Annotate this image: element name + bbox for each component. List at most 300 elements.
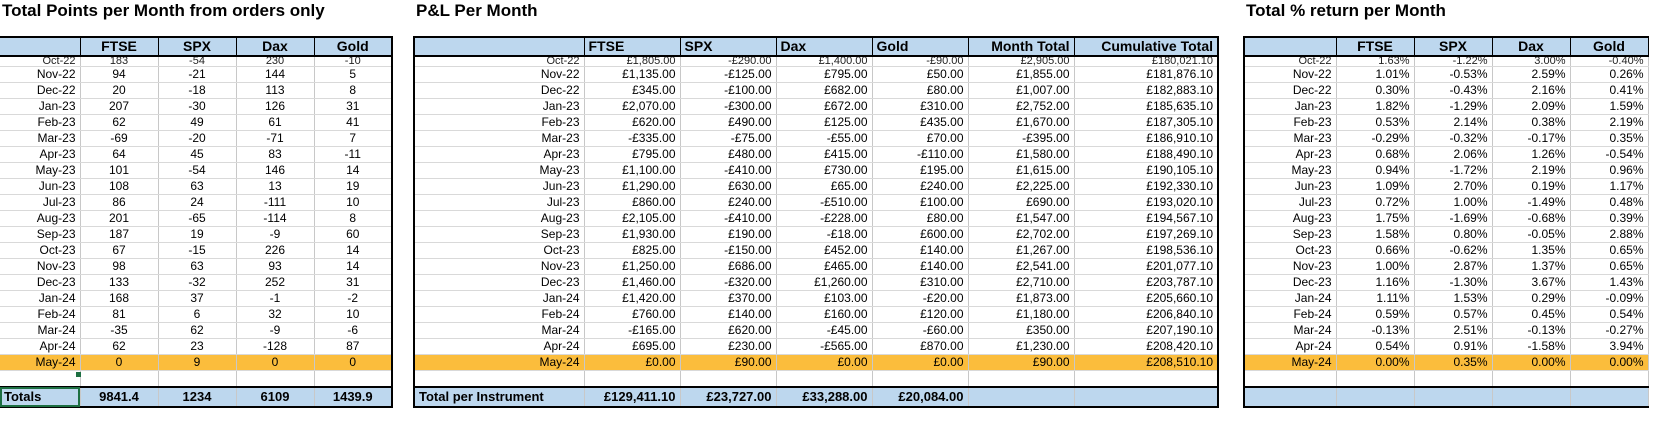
value-cell[interactable]: 0.54% — [1570, 307, 1648, 323]
value-cell[interactable] — [1414, 387, 1492, 407]
value-cell[interactable]: 14 — [314, 259, 392, 275]
value-cell[interactable]: £1,420.00 — [584, 291, 680, 307]
month-cell[interactable]: Jan-24 — [414, 291, 584, 307]
value-cell[interactable]: £1,400.00 — [776, 56, 872, 67]
value-cell[interactable]: £730.00 — [776, 163, 872, 179]
value-cell[interactable]: -0.13% — [1492, 323, 1570, 339]
value-cell[interactable]: -£110.00 — [872, 147, 968, 163]
month-cell[interactable]: Jan-24 — [0, 291, 80, 307]
value-cell[interactable]: -£90.00 — [872, 56, 968, 67]
value-cell[interactable]: 2.19% — [1492, 163, 1570, 179]
value-cell[interactable]: -111 — [236, 195, 314, 211]
value-cell[interactable]: £0.00 — [776, 355, 872, 371]
value-cell[interactable]: 1.35% — [1492, 243, 1570, 259]
header-dax[interactable]: Dax — [236, 37, 314, 56]
value-cell[interactable]: 1.63% — [1336, 56, 1414, 67]
value-cell[interactable]: -20 — [158, 131, 236, 147]
month-cell[interactable]: Nov-23 — [0, 259, 80, 275]
value-cell[interactable]: 0.00% — [1492, 355, 1570, 371]
value-cell[interactable]: £1,855.00 — [968, 67, 1074, 83]
month-cell[interactable]: Jul-23 — [0, 195, 80, 211]
value-cell[interactable]: 0 — [80, 355, 158, 371]
value-cell[interactable]: -0.05% — [1492, 227, 1570, 243]
month-cell[interactable] — [414, 371, 584, 387]
value-cell[interactable] — [1074, 387, 1218, 407]
header-gold[interactable]: Gold — [872, 37, 968, 56]
value-cell[interactable]: 0.80% — [1414, 227, 1492, 243]
month-cell[interactable]: Feb-24 — [1244, 307, 1336, 323]
value-cell[interactable]: 83 — [236, 147, 314, 163]
value-cell[interactable]: 146 — [236, 163, 314, 179]
value-cell[interactable]: £80.00 — [872, 211, 968, 227]
value-cell[interactable]: 1.09% — [1336, 179, 1414, 195]
value-cell[interactable]: 0.53% — [1336, 115, 1414, 131]
value-cell[interactable]: £1,873.00 — [968, 291, 1074, 307]
value-cell[interactable]: 1.43% — [1570, 275, 1648, 291]
value-cell[interactable] — [314, 371, 392, 387]
value-cell[interactable]: £50.00 — [872, 67, 968, 83]
header-spx[interactable]: SPX — [158, 37, 236, 56]
value-cell[interactable]: £870.00 — [872, 339, 968, 355]
value-cell[interactable]: £1,805.00 — [584, 56, 680, 67]
value-cell[interactable]: 1.11% — [1336, 291, 1414, 307]
value-cell[interactable]: £240.00 — [872, 179, 968, 195]
value-cell[interactable]: 0.38% — [1492, 115, 1570, 131]
value-cell[interactable]: 41 — [314, 115, 392, 131]
value-cell[interactable]: £465.00 — [776, 259, 872, 275]
value-cell[interactable]: -£20.00 — [872, 291, 968, 307]
value-cell[interactable]: -0.13% — [1336, 323, 1414, 339]
value-cell[interactable]: 23 — [158, 339, 236, 355]
value-cell[interactable]: 0.41% — [1570, 83, 1648, 99]
value-cell[interactable]: 60 — [314, 227, 392, 243]
value-cell[interactable]: £1,100.00 — [584, 163, 680, 179]
header-month[interactable] — [0, 37, 80, 56]
value-cell[interactable]: -£150.00 — [680, 243, 776, 259]
value-cell[interactable]: 8 — [314, 83, 392, 99]
value-cell[interactable]: £1,290.00 — [584, 179, 680, 195]
header-cumulative-total[interactable]: Cumulative Total — [1074, 37, 1218, 56]
value-cell[interactable]: -0.27% — [1570, 323, 1648, 339]
value-cell[interactable]: 3.67% — [1492, 275, 1570, 291]
month-cell[interactable]: Jul-23 — [1244, 195, 1336, 211]
value-cell[interactable]: £2,105.00 — [584, 211, 680, 227]
month-cell[interactable]: Mar-24 — [414, 323, 584, 339]
value-cell[interactable]: -£290.00 — [680, 56, 776, 67]
month-cell[interactable]: Aug-23 — [1244, 211, 1336, 227]
value-cell[interactable]: 201 — [80, 211, 158, 227]
value-cell[interactable]: 1.82% — [1336, 99, 1414, 115]
month-cell[interactable]: Nov-23 — [1244, 259, 1336, 275]
month-cell[interactable]: Dec-22 — [0, 83, 80, 99]
value-cell[interactable]: £435.00 — [872, 115, 968, 131]
value-cell[interactable]: -114 — [236, 211, 314, 227]
value-cell[interactable]: -£510.00 — [776, 195, 872, 211]
value-cell[interactable]: £350.00 — [968, 323, 1074, 339]
value-cell[interactable]: 126 — [236, 99, 314, 115]
value-cell[interactable]: 32 — [236, 307, 314, 323]
month-cell[interactable]: Mar-23 — [0, 131, 80, 147]
value-cell[interactable]: -1.58% — [1492, 339, 1570, 355]
value-cell[interactable]: 101 — [80, 163, 158, 179]
value-cell[interactable]: 1.58% — [1336, 227, 1414, 243]
month-cell[interactable]: May-23 — [1244, 163, 1336, 179]
value-cell[interactable]: £2,702.00 — [968, 227, 1074, 243]
value-cell[interactable]: £2,541.00 — [968, 259, 1074, 275]
value-cell[interactable]: 62 — [80, 115, 158, 131]
month-cell[interactable]: Aug-23 — [0, 211, 80, 227]
value-cell[interactable]: £203,787.10 — [1074, 275, 1218, 291]
value-cell[interactable]: £208,510.10 — [1074, 355, 1218, 371]
value-cell[interactable] — [158, 371, 236, 387]
value-cell[interactable]: £600.00 — [872, 227, 968, 243]
value-cell[interactable]: £1,260.00 — [776, 275, 872, 291]
value-cell[interactable]: 1.26% — [1492, 147, 1570, 163]
value-cell[interactable]: -£125.00 — [680, 67, 776, 83]
value-cell[interactable]: £140.00 — [872, 259, 968, 275]
value-cell[interactable]: 62 — [80, 339, 158, 355]
value-cell[interactable]: £70.00 — [872, 131, 968, 147]
value-cell[interactable]: 0.65% — [1570, 243, 1648, 259]
value-cell[interactable]: -£320.00 — [680, 275, 776, 291]
value-cell[interactable]: -£410.00 — [680, 211, 776, 227]
value-cell[interactable]: 2.87% — [1414, 259, 1492, 275]
value-cell[interactable]: £1,580.00 — [968, 147, 1074, 163]
month-cell[interactable]: May-24 — [0, 355, 80, 371]
value-cell[interactable]: £620.00 — [584, 115, 680, 131]
month-cell[interactable]: May-23 — [0, 163, 80, 179]
value-cell[interactable]: 0.94% — [1336, 163, 1414, 179]
value-cell[interactable]: £1,547.00 — [968, 211, 1074, 227]
header-dax[interactable]: Dax — [1492, 37, 1570, 56]
month-cell[interactable]: Jun-23 — [0, 179, 80, 195]
value-cell[interactable]: -£75.00 — [680, 131, 776, 147]
value-cell[interactable]: -£60.00 — [872, 323, 968, 339]
value-cell[interactable]: £188,490.10 — [1074, 147, 1218, 163]
value-cell[interactable]: 94 — [80, 67, 158, 83]
value-cell[interactable]: 0.35% — [1570, 131, 1648, 147]
month-cell[interactable]: Apr-24 — [414, 339, 584, 355]
value-cell[interactable]: -1.49% — [1492, 195, 1570, 211]
value-cell[interactable]: 7 — [314, 131, 392, 147]
value-cell[interactable]: 0.26% — [1570, 67, 1648, 83]
value-cell[interactable]: £2,710.00 — [968, 275, 1074, 291]
value-cell[interactable]: £2,752.00 — [968, 99, 1074, 115]
value-cell[interactable]: 1.53% — [1414, 291, 1492, 307]
month-cell[interactable]: Apr-24 — [1244, 339, 1336, 355]
month-cell[interactable]: Oct-23 — [0, 243, 80, 259]
value-cell[interactable] — [680, 371, 776, 387]
value-cell[interactable]: 63 — [158, 179, 236, 195]
value-cell[interactable]: -£45.00 — [776, 323, 872, 339]
value-cell[interactable]: £23,727.00 — [680, 387, 776, 407]
month-cell[interactable]: Jun-23 — [1244, 179, 1336, 195]
value-cell[interactable] — [1570, 387, 1648, 407]
value-cell[interactable]: -1 — [236, 291, 314, 307]
value-cell[interactable] — [776, 371, 872, 387]
value-cell[interactable]: 183 — [80, 56, 158, 67]
value-cell[interactable]: 0.66% — [1336, 243, 1414, 259]
value-cell[interactable]: 3.00% — [1492, 56, 1570, 67]
month-cell[interactable]: Apr-23 — [1244, 147, 1336, 163]
value-cell[interactable]: £2,225.00 — [968, 179, 1074, 195]
month-cell[interactable]: Apr-23 — [0, 147, 80, 163]
month-cell[interactable]: May-24 — [1244, 355, 1336, 371]
value-cell[interactable] — [1336, 371, 1414, 387]
value-cell[interactable]: £230.00 — [680, 339, 776, 355]
value-cell[interactable]: 19 — [314, 179, 392, 195]
value-cell[interactable]: £194,567.10 — [1074, 211, 1218, 227]
month-cell[interactable]: Nov-22 — [0, 67, 80, 83]
value-cell[interactable]: -11 — [314, 147, 392, 163]
value-cell[interactable]: -21 — [158, 67, 236, 83]
value-cell[interactable]: £197,269.10 — [1074, 227, 1218, 243]
value-cell[interactable]: 98 — [80, 259, 158, 275]
value-cell[interactable]: £192,330.10 — [1074, 179, 1218, 195]
value-cell[interactable]: 0 — [314, 355, 392, 371]
value-cell[interactable]: £103.00 — [776, 291, 872, 307]
month-cell[interactable]: Apr-23 — [414, 147, 584, 163]
value-cell[interactable]: -£335.00 — [584, 131, 680, 147]
value-cell[interactable] — [80, 371, 158, 387]
value-cell[interactable]: 5 — [314, 67, 392, 83]
value-cell[interactable]: £795.00 — [776, 67, 872, 83]
value-cell[interactable]: -0.32% — [1414, 131, 1492, 147]
value-cell[interactable]: £120.00 — [872, 307, 968, 323]
value-cell[interactable]: £195.00 — [872, 163, 968, 179]
value-cell[interactable]: 10 — [314, 307, 392, 323]
month-cell[interactable]: Jan-23 — [1244, 99, 1336, 115]
value-cell[interactable]: £33,288.00 — [776, 387, 872, 407]
month-cell[interactable]: Feb-24 — [0, 307, 80, 323]
value-cell[interactable] — [1570, 371, 1648, 387]
value-cell[interactable]: -1.69% — [1414, 211, 1492, 227]
value-cell[interactable]: £180,021.10 — [1074, 56, 1218, 67]
month-cell[interactable] — [1244, 371, 1336, 387]
value-cell[interactable]: 0.35% — [1414, 355, 1492, 371]
value-cell[interactable]: -0.09% — [1570, 291, 1648, 307]
value-cell[interactable]: 168 — [80, 291, 158, 307]
value-cell[interactable]: -£410.00 — [680, 163, 776, 179]
value-cell[interactable]: £65.00 — [776, 179, 872, 195]
month-cell[interactable]: Totals — [0, 387, 80, 407]
value-cell[interactable] — [872, 371, 968, 387]
value-cell[interactable]: 113 — [236, 83, 314, 99]
selection-fill-handle[interactable] — [76, 372, 81, 377]
value-cell[interactable]: £686.00 — [680, 259, 776, 275]
value-cell[interactable]: £190,105.10 — [1074, 163, 1218, 179]
month-cell[interactable]: Oct-22 — [414, 56, 584, 67]
value-cell[interactable]: 2.09% — [1492, 99, 1570, 115]
value-cell[interactable]: -£100.00 — [680, 83, 776, 99]
value-cell[interactable]: £1,230.00 — [968, 339, 1074, 355]
value-cell[interactable]: £1,007.00 — [968, 83, 1074, 99]
value-cell[interactable]: £206,840.10 — [1074, 307, 1218, 323]
value-cell[interactable]: 6109 — [236, 387, 314, 407]
value-cell[interactable]: £415.00 — [776, 147, 872, 163]
value-cell[interactable]: £1,670.00 — [968, 115, 1074, 131]
value-cell[interactable]: 64 — [80, 147, 158, 163]
value-cell[interactable]: -6 — [314, 323, 392, 339]
value-cell[interactable]: £2,070.00 — [584, 99, 680, 115]
value-cell[interactable]: -15 — [158, 243, 236, 259]
value-cell[interactable]: £187,305.10 — [1074, 115, 1218, 131]
value-cell[interactable]: 2.19% — [1570, 115, 1648, 131]
value-cell[interactable]: 1.59% — [1570, 99, 1648, 115]
value-cell[interactable]: £90.00 — [680, 355, 776, 371]
value-cell[interactable]: -0.40% — [1570, 56, 1648, 67]
value-cell[interactable]: £207,190.10 — [1074, 323, 1218, 339]
value-cell[interactable]: 0.30% — [1336, 83, 1414, 99]
value-cell[interactable]: £80.00 — [872, 83, 968, 99]
month-cell[interactable]: May-23 — [414, 163, 584, 179]
value-cell[interactable]: -0.62% — [1414, 243, 1492, 259]
value-cell[interactable]: £345.00 — [584, 83, 680, 99]
value-cell[interactable]: -0.68% — [1492, 211, 1570, 227]
value-cell[interactable]: 0.00% — [1570, 355, 1648, 371]
value-cell[interactable]: -1.30% — [1414, 275, 1492, 291]
value-cell[interactable]: 133 — [80, 275, 158, 291]
value-cell[interactable]: 1.00% — [1336, 259, 1414, 275]
month-cell[interactable] — [0, 371, 80, 387]
value-cell[interactable] — [1492, 371, 1570, 387]
value-cell[interactable]: 0.72% — [1336, 195, 1414, 211]
value-cell[interactable]: 63 — [158, 259, 236, 275]
value-cell[interactable]: 24 — [158, 195, 236, 211]
value-cell[interactable]: £160.00 — [776, 307, 872, 323]
value-cell[interactable]: £480.00 — [680, 147, 776, 163]
value-cell[interactable]: 2.59% — [1492, 67, 1570, 83]
value-cell[interactable]: 108 — [80, 179, 158, 195]
value-cell[interactable] — [1074, 371, 1218, 387]
value-cell[interactable]: 0.45% — [1492, 307, 1570, 323]
month-cell[interactable]: Apr-24 — [0, 339, 80, 355]
value-cell[interactable]: £125.00 — [776, 115, 872, 131]
value-cell[interactable]: 20 — [80, 83, 158, 99]
header-gold[interactable]: Gold — [314, 37, 392, 56]
month-cell[interactable]: Jan-23 — [414, 99, 584, 115]
value-cell[interactable]: 1234 — [158, 387, 236, 407]
value-cell[interactable]: 0.57% — [1414, 307, 1492, 323]
value-cell[interactable]: 9 — [158, 355, 236, 371]
value-cell[interactable]: 62 — [158, 323, 236, 339]
value-cell[interactable]: 0.29% — [1492, 291, 1570, 307]
value-cell[interactable]: 2.14% — [1414, 115, 1492, 131]
month-cell[interactable]: Jul-23 — [414, 195, 584, 211]
value-cell[interactable]: £310.00 — [872, 275, 968, 291]
value-cell[interactable]: 86 — [80, 195, 158, 211]
month-cell[interactable]: Sep-23 — [414, 227, 584, 243]
header-ftse[interactable]: FTSE — [584, 37, 680, 56]
header-month-total[interactable]: Month Total — [968, 37, 1074, 56]
value-cell[interactable]: £795.00 — [584, 147, 680, 163]
month-cell[interactable]: Nov-22 — [1244, 67, 1336, 83]
value-cell[interactable]: £129,411.10 — [584, 387, 680, 407]
value-cell[interactable] — [968, 371, 1074, 387]
month-cell[interactable]: May-24 — [414, 355, 584, 371]
value-cell[interactable]: 31 — [314, 275, 392, 291]
value-cell[interactable]: -£395.00 — [968, 131, 1074, 147]
header-month[interactable] — [414, 37, 584, 56]
value-cell[interactable]: £198,536.10 — [1074, 243, 1218, 259]
value-cell[interactable]: 2.70% — [1414, 179, 1492, 195]
value-cell[interactable]: £100.00 — [872, 195, 968, 211]
value-cell[interactable]: 87 — [314, 339, 392, 355]
value-cell[interactable]: 67 — [80, 243, 158, 259]
value-cell[interactable]: £760.00 — [584, 307, 680, 323]
value-cell[interactable]: -32 — [158, 275, 236, 291]
value-cell[interactable]: £201,077.10 — [1074, 259, 1218, 275]
value-cell[interactable]: £1,135.00 — [584, 67, 680, 83]
value-cell[interactable]: 2.51% — [1414, 323, 1492, 339]
header-gold[interactable]: Gold — [1570, 37, 1648, 56]
month-cell[interactable]: Dec-23 — [1244, 275, 1336, 291]
month-cell[interactable] — [1244, 387, 1336, 407]
header-ftse[interactable]: FTSE — [1336, 37, 1414, 56]
value-cell[interactable]: 207 — [80, 99, 158, 115]
value-cell[interactable]: 14 — [314, 243, 392, 259]
value-cell[interactable] — [1492, 387, 1570, 407]
value-cell[interactable]: £630.00 — [680, 179, 776, 195]
value-cell[interactable]: £240.00 — [680, 195, 776, 211]
value-cell[interactable]: £860.00 — [584, 195, 680, 211]
value-cell[interactable]: -54 — [158, 56, 236, 67]
value-cell[interactable]: -£55.00 — [776, 131, 872, 147]
value-cell[interactable]: -9 — [236, 323, 314, 339]
value-cell[interactable]: -10 — [314, 56, 392, 67]
value-cell[interactable]: £620.00 — [680, 323, 776, 339]
value-cell[interactable]: 8 — [314, 211, 392, 227]
month-cell[interactable]: Sep-23 — [0, 227, 80, 243]
value-cell[interactable]: 187 — [80, 227, 158, 243]
value-cell[interactable]: 230 — [236, 56, 314, 67]
value-cell[interactable]: £2,905.00 — [968, 56, 1074, 67]
value-cell[interactable]: £1,250.00 — [584, 259, 680, 275]
value-cell[interactable]: £0.00 — [872, 355, 968, 371]
value-cell[interactable]: 61 — [236, 115, 314, 131]
value-cell[interactable]: 0.54% — [1336, 339, 1414, 355]
month-cell[interactable]: Mar-24 — [0, 323, 80, 339]
value-cell[interactable]: -65 — [158, 211, 236, 227]
value-cell[interactable]: 1.01% — [1336, 67, 1414, 83]
value-cell[interactable]: 0 — [236, 355, 314, 371]
value-cell[interactable]: 6 — [158, 307, 236, 323]
value-cell[interactable]: 226 — [236, 243, 314, 259]
value-cell[interactable]: -71 — [236, 131, 314, 147]
value-cell[interactable]: 0.96% — [1570, 163, 1648, 179]
month-cell[interactable]: Dec-22 — [414, 83, 584, 99]
value-cell[interactable]: -69 — [80, 131, 158, 147]
header-dax[interactable]: Dax — [776, 37, 872, 56]
value-cell[interactable]: 0.65% — [1570, 259, 1648, 275]
value-cell[interactable]: £181,876.10 — [1074, 67, 1218, 83]
value-cell[interactable]: 49 — [158, 115, 236, 131]
value-cell[interactable]: £182,883.10 — [1074, 83, 1218, 99]
month-cell[interactable]: Jan-24 — [1244, 291, 1336, 307]
value-cell[interactable]: -1.29% — [1414, 99, 1492, 115]
value-cell[interactable]: 0.39% — [1570, 211, 1648, 227]
value-cell[interactable]: 1.17% — [1570, 179, 1648, 195]
value-cell[interactable]: 37 — [158, 291, 236, 307]
value-cell[interactable]: £140.00 — [680, 307, 776, 323]
value-cell[interactable] — [1414, 371, 1492, 387]
header-spx[interactable]: SPX — [680, 37, 776, 56]
value-cell[interactable]: 10 — [314, 195, 392, 211]
month-cell[interactable]: Dec-23 — [0, 275, 80, 291]
value-cell[interactable]: -0.17% — [1492, 131, 1570, 147]
value-cell[interactable] — [1336, 387, 1414, 407]
value-cell[interactable]: £310.00 — [872, 99, 968, 115]
